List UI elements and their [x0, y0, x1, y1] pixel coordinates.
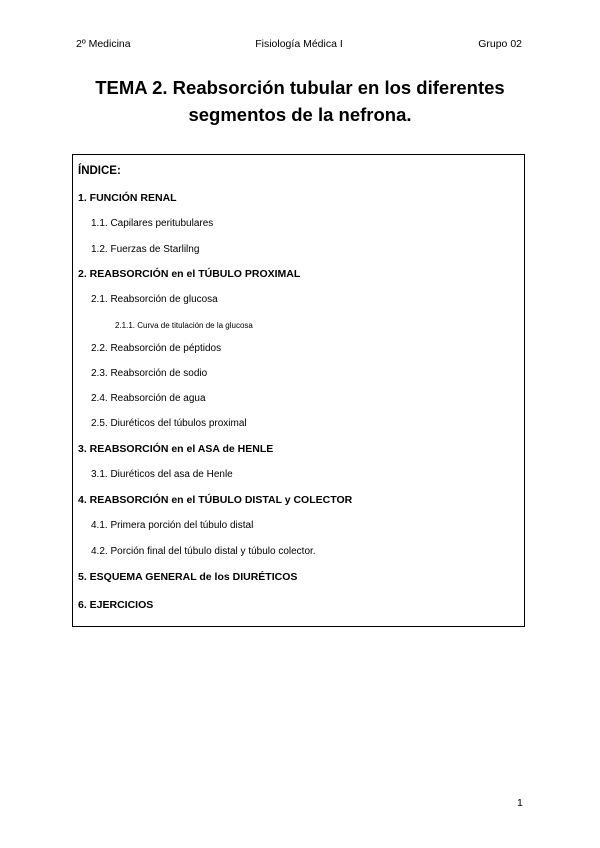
- toc-item: 2.2. Reabsorción de péptidos: [91, 343, 222, 354]
- document-title-line-2: segmentos de la nefrona.: [188, 104, 412, 125]
- document-title-line-1: TEMA 2. Reabsorción tubular en los diferentes: [95, 77, 505, 98]
- toc-heading: ÍNDICE:: [78, 165, 121, 177]
- header-course: 2º Medicina: [76, 38, 131, 50]
- toc-item: 2.5. Diuréticos del túbulos proximal: [91, 418, 247, 429]
- toc-item: 5. ESQUEMA GENERAL de los DIURÉTICOS: [78, 571, 298, 583]
- toc-item: 2.1. Reabsorción de glucosa: [91, 294, 218, 305]
- page-header: [76, 38, 522, 52]
- page-number: 1: [517, 797, 523, 809]
- document-title: [60, 74, 540, 128]
- toc-item: 2.4. Reabsorción de agua: [91, 393, 206, 404]
- toc-item: 2.1.1. Curva de titulación de la glucosa: [115, 321, 253, 330]
- toc-item: 3.1. Diuréticos del asa de Henle: [91, 469, 233, 480]
- toc-item: 3. REABSORCIÓN en el ASA de HENLE: [78, 443, 274, 455]
- toc-item: 2. REABSORCIÓN en el TÚBULO PROXIMAL: [78, 268, 301, 280]
- toc-item: 1.2. Fuerzas de Starlilng: [91, 244, 200, 255]
- header-subject: Fisiología Médica I: [255, 38, 343, 50]
- toc-item: 1. FUNCIÓN RENAL: [78, 192, 177, 204]
- table-of-contents: [72, 154, 525, 627]
- toc-item: 2.3. Reabsorción de sodio: [91, 368, 208, 379]
- toc-item: 6. EJERCICIOS: [78, 599, 154, 611]
- toc-item: 4. REABSORCIÓN en el TÚBULO DISTAL y COLECTOR: [78, 494, 353, 506]
- toc-item: 4.1. Primera porción del túbulo distal: [91, 520, 254, 531]
- header-group: Grupo 02: [478, 38, 522, 50]
- toc-item: 4.2. Porción final del túbulo distal y túbulo colector.: [91, 546, 316, 557]
- toc-item: 1.1. Capilares peritubulares: [91, 218, 214, 229]
